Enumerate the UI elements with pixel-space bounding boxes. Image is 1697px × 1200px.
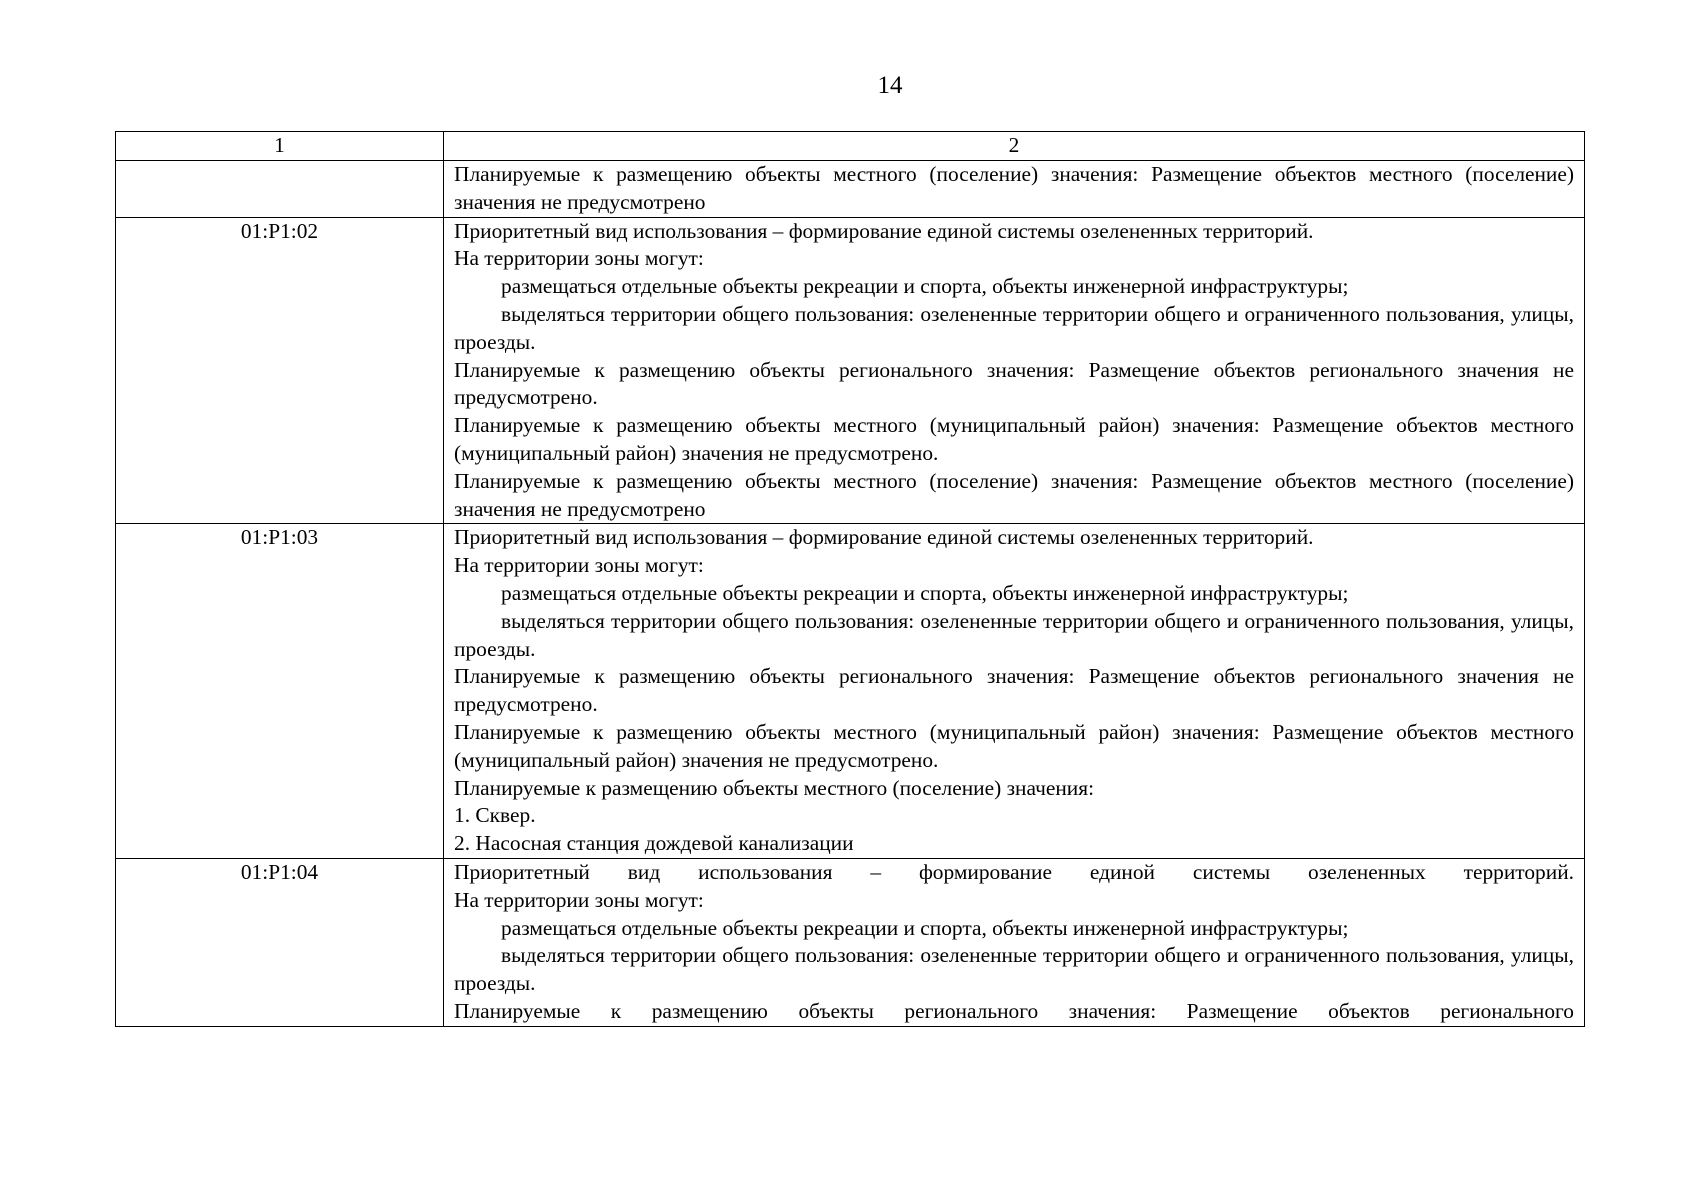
table-row <box>116 858 1585 1026</box>
paragraph: Планируемые к размещению объекты местного (муниципальный район) значения: Размещение объектов местного (муниципальный район) значения не предусмотрено. <box>454 413 1574 465</box>
paragraph: На территории зоны могут: <box>454 246 704 271</box>
page-number: 14 <box>877 72 903 99</box>
paragraph: Планируемые к размещению объекты регионального значения: Размещение объектов регионального значения не предусмотрено. <box>454 664 1574 717</box>
paragraph: выделяться территории общего пользования: озелененные территории общего и ограниченного пользования, улицы, проезды. <box>454 943 1574 996</box>
zone-code-cell: 01:Р1:03 <box>116 524 444 859</box>
paragraph: размещаться отдельные объекты рекреации и спорта, объекты инженерной инфраструктуры; <box>501 915 1349 940</box>
zone-description-cell <box>444 524 1585 859</box>
table-row <box>116 217 1585 524</box>
zones-table <box>115 131 1585 1027</box>
column-header-1: 1 <box>116 132 444 161</box>
zone-description-cell <box>444 858 1585 1026</box>
paragraph: Планируемые к размещению объекты местного (поселение) значения: Размещение объектов местного (поселение) значения не предусмотрено <box>454 162 1574 214</box>
paragraph: выделяться территории общего пользования: озелененные территории общего и ограниченного пользования, улицы, проезды. <box>454 608 1574 661</box>
table-row <box>116 161 1585 218</box>
column-header-2: 2 <box>444 132 1585 161</box>
paragraph: размещаться отдельные объекты рекреации и спорта, объекты инженерной инфраструктуры; <box>501 580 1349 605</box>
paragraph: На территории зоны могут: <box>454 887 704 912</box>
paragraph: Планируемые к размещению объекты регионального значения: Размещение объектов регионального <box>454 998 1574 1023</box>
paragraph: Планируемые к размещению объекты местного (муниципальный район) значения: Размещение объектов местного (муниципальный район) значения не предусмотрено. <box>454 719 1574 772</box>
list-item: 1. Сквер. <box>454 803 536 828</box>
table-row <box>116 524 1585 859</box>
paragraph: На территории зоны могут: <box>454 553 704 578</box>
paragraph: Планируемые к размещению объекты местного (поселение) значения: Размещение объектов местного (поселение) значения не предусмотрено <box>454 468 1574 521</box>
paragraph: Планируемые к размещению объекты регионального значения: Размещение объектов регионального значения не предусмотрено. <box>454 357 1574 410</box>
paragraph: выделяться территории общего пользования: озелененные территории общего и ограниченного пользования, улицы, проезды. <box>454 301 1574 354</box>
zone-code-cell: 01:Р1:02 <box>116 217 444 524</box>
paragraph: Приоритетный вид использования – формирование единой системы озелененных территорий. <box>454 525 1314 550</box>
zone-code-cell: 01:Р1:04 <box>116 858 444 1026</box>
zone-code-cell <box>116 161 444 218</box>
paragraph: Приоритетный вид использования – формирование единой системы озелененных территорий. <box>454 218 1314 243</box>
table-header-row <box>116 132 1585 161</box>
zone-description-cell <box>444 217 1585 524</box>
list-item: 2. Насосная станция дождевой канализации <box>454 831 854 856</box>
paragraph: размещаться отдельные объекты рекреации и спорта, объекты инженерной инфраструктуры; <box>501 274 1349 299</box>
paragraph: Планируемые к размещению объекты местного (поселение) значения: <box>454 775 1095 800</box>
paragraph: Приоритетный вид использования – формирование единой системы озелененных территорий. <box>454 859 1574 884</box>
zone-description-cell <box>444 161 1585 218</box>
